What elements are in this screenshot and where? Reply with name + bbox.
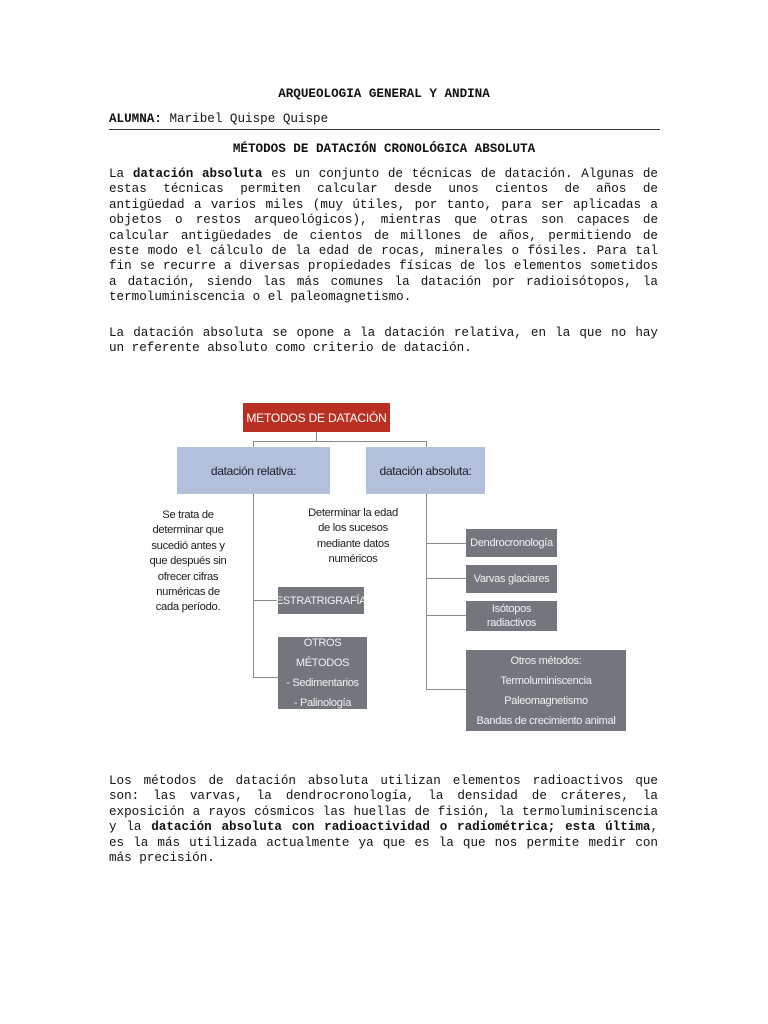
description-line: determinar que xyxy=(152,524,224,537)
method-label: - Palinología xyxy=(293,697,352,709)
method-label: Varvas glaciares xyxy=(473,573,550,585)
intro-paragraph xyxy=(109,167,658,306)
method-label: ESTRATRIGRAFÍA xyxy=(275,594,367,607)
connector-line xyxy=(253,441,427,442)
method-label: radiactivos xyxy=(486,617,537,629)
description-line: Determinar la edad xyxy=(308,507,398,519)
connector-line xyxy=(253,600,278,601)
method-other-relative xyxy=(278,637,367,709)
method-label: Bandas de crecimiento animal xyxy=(476,714,616,727)
method-label: Paleomagnetismo xyxy=(504,694,588,707)
contrast-paragraph: La datación absoluta se opone a la datación relativa, en la que no hay un referente absoluto como criterio de datación. xyxy=(109,326,658,356)
method-other-absolute xyxy=(466,650,626,731)
connector-line xyxy=(426,689,466,690)
connector-line xyxy=(253,677,278,678)
absolute-dating-box: datación absoluta: xyxy=(366,447,485,494)
connector-line xyxy=(426,494,427,690)
student-name: Maribel Quispe Quispe xyxy=(169,112,329,126)
method-glacial-varves xyxy=(466,565,557,593)
closing-text-2: , es la más utilizada actualmente ya que es la que nos permite medir con más precisión. xyxy=(109,820,658,866)
method-stratigraphy xyxy=(275,587,367,614)
method-label: Isótopos xyxy=(491,603,532,615)
section-heading: MÉTODOS DE DATACIÓN CRONOLÓGICA ABSOLUTA xyxy=(232,142,536,156)
relative-dating-box: datación relativa: xyxy=(177,447,330,494)
description-line: sucedió antes y xyxy=(151,539,225,552)
description-line: ofrecer cifras xyxy=(157,570,219,583)
method-label: - Sedimentarios xyxy=(286,677,359,689)
method-label: Termoluminiscencia xyxy=(500,674,592,687)
document-title: ARQUEOLOGIA GENERAL Y ANDINA xyxy=(278,87,490,101)
closing-paragraph xyxy=(109,774,658,866)
student-label: ALUMNA: xyxy=(109,112,162,126)
header-divider xyxy=(109,129,660,130)
intro-lead: La xyxy=(109,167,133,181)
relative-description xyxy=(132,508,244,616)
description-line: de los sucesos xyxy=(318,522,388,535)
intro-rest: es un conjunto de técnicas de datación. Algunas de estas técnicas permiten calcular desde unos cientos de años de antigüedad a varios miles (muy útiles, por tanto, para ser aplicadas a objetos o restos arqueológicos), mientras que otras son capaces de calcular antigüedades de cientos de millones de años, permitiendo de este modo el cálculo de la edad de rocas, minerales o fósiles. Para tal fin se recurre a diversas propiedades físicas de los elementos sometidos a datación, siendo las más comunes la datación por radioisótopos, la termoluminiscencia o el paleomagnetismo. xyxy=(109,167,658,305)
closing-text-1: Los métodos de datación absoluta utilizan elementos radioactivos que son: las varvas, la dendrocronología, la densidad de cráteres, la exposición a rayos cósmicos las huellas de fisión, la termoluminiscencia y la xyxy=(109,774,658,835)
description-line: que después sin xyxy=(149,555,227,568)
connector-line xyxy=(426,578,466,579)
method-radioactive-isotopes xyxy=(466,601,557,631)
description-line: numéricos xyxy=(328,553,378,566)
method-label: Otros métodos: xyxy=(510,654,582,667)
connector-line xyxy=(253,494,254,678)
method-dendrochronology xyxy=(466,529,557,557)
intro-bold-term: datación absoluta xyxy=(132,167,263,181)
closing-bold-term: datación absoluta con radioactividad o radiométrica; esta última xyxy=(151,820,651,835)
connector-line xyxy=(426,543,466,544)
description-line: cada período. xyxy=(155,601,221,614)
student-line xyxy=(109,112,328,127)
description-line: mediante datos xyxy=(316,537,390,550)
diagram-root-box: METODOS DE DATACIÓN xyxy=(243,403,390,432)
absolute-description xyxy=(290,506,416,568)
description-line: Se trata de xyxy=(162,509,214,521)
description-line: numéricas de xyxy=(156,586,220,599)
method-label: Dendrocronología xyxy=(470,537,553,549)
connector-line xyxy=(426,615,466,616)
method-label: OTROS MÉTODOS xyxy=(295,637,350,669)
